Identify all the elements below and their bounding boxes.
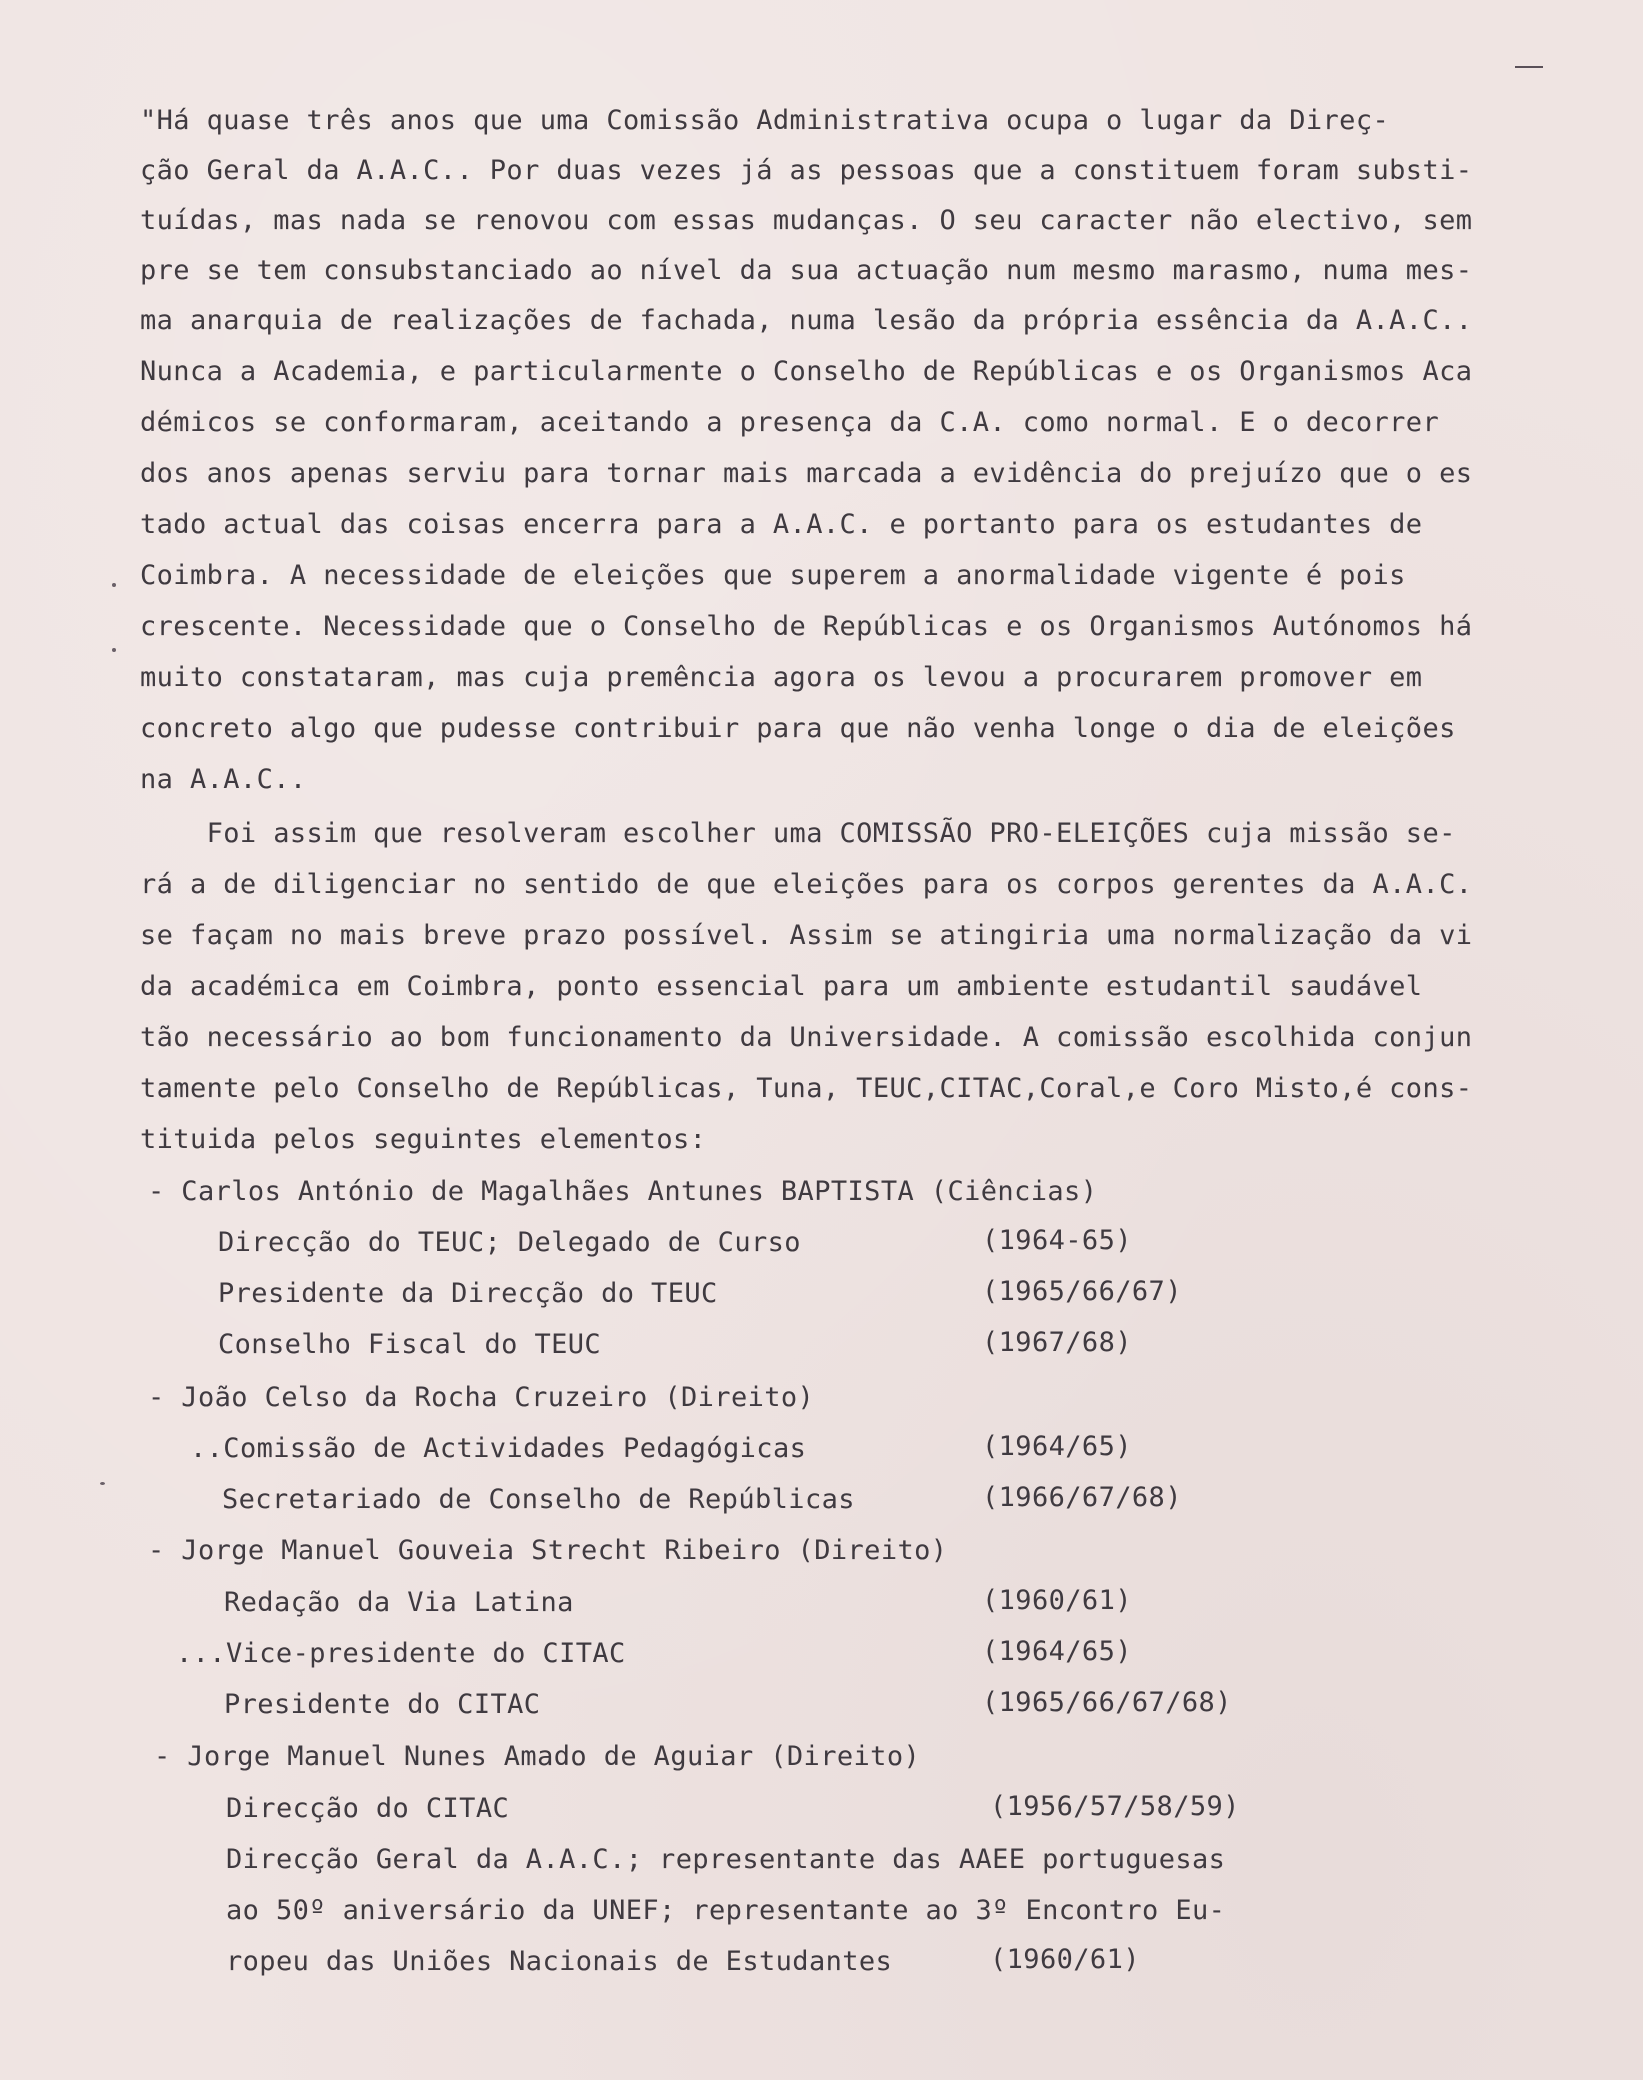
paragraph-line: ma anarquia de realizações de fachada, numa lesão da própria essência da A.A.C.. [140, 305, 1473, 336]
member-role: Direcção do TEUC; Delegado de Curso [218, 1227, 801, 1258]
member-role-detail: ao 50º aniversário da UNEF; representante ao 3º Encontro Eu- [226, 1895, 1226, 1926]
member-role: Presidente do CITAC [224, 1689, 541, 1720]
member-role-year: (1966/67/68) [982, 1482, 1182, 1513]
paragraph-line: Nunca a Academia, e particularmente o Conselho de Repúblicas e os Organismos Aca [140, 356, 1473, 387]
paragraph-line: tituida pelos seguintes elementos: [140, 1124, 707, 1155]
member-role-year: (1960/61) [990, 1944, 1140, 1975]
member-role-year: (1956/57/58/59) [990, 1791, 1240, 1822]
paragraph-line: tado actual das coisas encerra para a A.A.C. e portanto para os estudantes de [140, 509, 1423, 540]
member-role: ..Comissão de Actividades Pedagógicas [190, 1433, 807, 1464]
paragraph-line: se façam no mais breve prazo possível. Assim se atingiria uma normalização da vi [140, 920, 1473, 951]
paragraph-line: crescente. Necessidade que o Conselho de Repúblicas e os Organismos Autónomos há [140, 611, 1473, 642]
member-role-year: (1965/66/67) [982, 1276, 1182, 1307]
member-role-year: (1964-65) [982, 1225, 1132, 1256]
member-role: ...Vice-presidente do CITAC [176, 1638, 626, 1669]
paragraph-line: pre se tem consubstanciado ao nível da sua actuação num mesmo marasmo, numa mes- [140, 255, 1473, 286]
paragraph-line: tamente pelo Conselho de Repúblicas, Tuna, TEUC,CITAC,Coral,e Coro Misto,é cons- [140, 1073, 1473, 1104]
member-role-year: (1964/65) [982, 1636, 1132, 1667]
paragraph-line: rá a de diligenciar no sentido de que eleições para os corpos gerentes da A.A.C. [140, 869, 1473, 900]
member-role: Conselho Fiscal do TEUC [218, 1329, 602, 1360]
scan-speck [100, 1482, 105, 1485]
member-role-detail: Direcção Geral da A.A.C.; representante das AAEE portuguesas [226, 1844, 1226, 1875]
member-name: - Jorge Manuel Nunes Amado de Aguiar (Direito) [154, 1741, 921, 1772]
member-role: Redação da Via Latina [224, 1587, 574, 1618]
member-role: ropeu das Uniões Nacionais de Estudantes [226, 1946, 893, 1977]
paragraph-line: tuídas, mas nada se renovou com essas mudanças. O seu caracter não electivo, sem [140, 205, 1473, 236]
paragraph-line: tão necessário ao bom funcionamento da Universidade. A comissão escolhida conjun [140, 1022, 1473, 1053]
paragraph-line: dos anos apenas serviu para tornar mais marcada a evidência do prejuízo que o es [140, 458, 1473, 489]
member-role-year: (1964/65) [982, 1431, 1132, 1462]
page-corner-dash [1515, 66, 1543, 68]
paragraph-line: concreto algo que pudesse contribuir para que não venha longe o dia de eleições [140, 713, 1456, 744]
scan-speck [112, 648, 116, 652]
member-role: Direcção do CITAC [226, 1793, 510, 1824]
paragraph-line: muito constataram, mas cuja premência agora os levou a procurarem promover em [140, 662, 1423, 693]
member-name: - Carlos António de Magalhães Antunes BAPTISTA (Ciências) [148, 1176, 1098, 1207]
member-name: - João Celso da Rocha Cruzeiro (Direito) [148, 1382, 815, 1413]
paragraph-line: ção Geral da A.A.C.. Por duas vezes já as pessoas que a constituem foram substi- [140, 155, 1473, 186]
paragraph-line: démicos se conformaram, aceitando a presença da C.A. como normal. E o decorrer [140, 407, 1440, 438]
paragraph-line: "Há quase três anos que uma Comissão Administrativa ocupa o lugar da Direç- [140, 105, 1390, 136]
member-role-year: (1965/66/67/68) [982, 1687, 1232, 1718]
paragraph-line: da académica em Coimbra, ponto essencial para um ambiente estudantil saudável [140, 971, 1423, 1002]
member-role: Secretariado de Conselho de Repúblicas [222, 1484, 855, 1515]
paragraph-line: na A.A.C.. [140, 764, 307, 795]
member-role-year: (1967/68) [982, 1327, 1132, 1358]
paragraph-line: Foi assim que resolveram escolher uma COMISSÃO PRO-ELEIÇÕES cuja missão se- [140, 818, 1456, 849]
scan-speck [112, 583, 116, 587]
paragraph-line: Coimbra. A necessidade de eleições que superem a anormalidade vigente é pois [140, 560, 1406, 591]
member-role: Presidente da Direcção do TEUC [218, 1278, 718, 1309]
member-name: - Jorge Manuel Gouveia Strecht Ribeiro (Direito) [148, 1535, 948, 1566]
member-role-year: (1960/61) [982, 1585, 1132, 1616]
